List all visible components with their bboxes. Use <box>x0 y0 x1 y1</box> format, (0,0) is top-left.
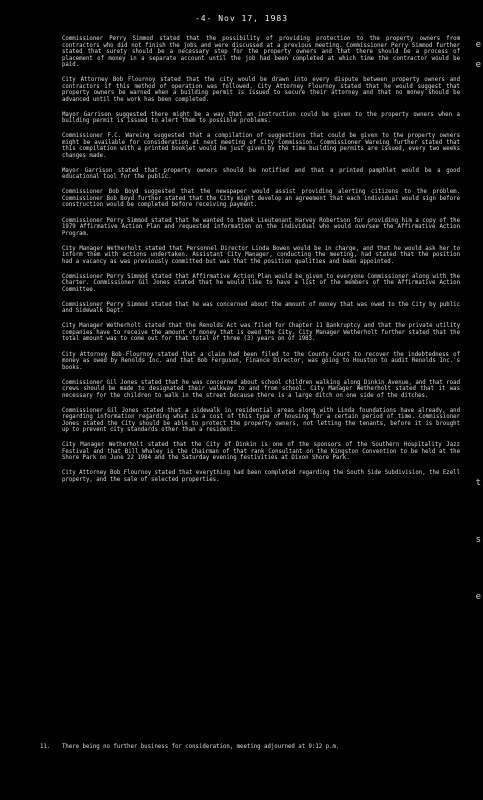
paragraph: City Attorney Bob Flournoy stated that the city would be drawn into every dispute between property owners and contractors if this method of operation was followed. City Attorney Flournoy stated that he would suggest that property owners be warned when a building permit is issued to secure their attorney and that no money should be advanced until the work has been completed. <box>62 77 460 103</box>
page-header: -4- Nov 17, 1983 <box>194 14 289 23</box>
item-number: 11. <box>40 744 51 750</box>
paragraph: City Manager Wetherholt stated that Personnel Director Linda Bowen would be in charge, and that he would ask her to inform them with actions undertaken. Assistant City Manager, conducting the meeting, had stated that the position had a vacancy as was previously committed but was that the position qualities and been appointed. <box>62 245 460 265</box>
paragraph: City Manager Wetherholt stated that the Renolds Act was filed for Chapter 11 Bankruptcy and that the private utility companies have to receive the amount of money that is owed the City. City Manager Wetherholt further stated that the total amount was to come out for that total of three (3) years on of 1983. <box>62 323 460 343</box>
item-text: There being no further business for consideration, meeting adjourned at 9:12 p.m. <box>62 744 340 750</box>
margin-mark: e <box>475 592 481 602</box>
minutes-body <box>62 36 460 492</box>
paragraph: Commissioner F.C. Wareing suggested that a compilation of suggestions that could be given to the property owners might be available for consideration at next meeting of City Commission. Commissioner Wareing further stated that this compilation with a printed booklet would be just given by the time building permits are issued, every two weeks changes made. <box>62 133 460 159</box>
paragraph: Commissioner Perry Simmod stated that Affirmative Action Plan would be given to everyone Commissioner along with the Charter. Commissioner Gil Jones stated that he would like to have a list of the members of the Affirmative Action Committee. <box>62 273 460 293</box>
paragraph: City Attorney Bob Flournoy stated that a claim had been filed to the County Court to recover the indebtedness of money as owed by Renolds Inc. and that Bob Ferguson, Finance Director, was going to Houston to audit Renolds Inc.'s books. <box>62 351 460 371</box>
paragraph: Commissioner Perry Simmod stated that he was concerned about the amount of money that was owed to the City by public and Sidewalk Dept. <box>62 301 460 315</box>
closing-item <box>40 744 470 751</box>
margin-mark: e <box>475 40 481 50</box>
paragraph: City Manager Wetherholt stated that the City of Dinkin is one of the sponsors of the Southern Hospitality Jazz Festival and that Bill Whaley is the Chairman of that rank Consultant on the Kingston Convention to be held at the Shore Park on June 22 1984 and the Saturday evening festivities at Dixon Shore Park. <box>62 442 460 462</box>
paragraph: Mayor Garrison suggested there might be a way that an instruction could be given to the property owners when a building permit is issued to alert them to possible problems. <box>62 111 460 125</box>
margin-mark: t <box>475 478 481 488</box>
paragraph: Commissioner Gil Jones stated that a sidewalk in residential areas along with Linda foundations have already, and regarding information regarding what is a cost of this type of housing for a certain period of time. Commissioner Jones stated the City should be able to protect the property owners, not letting the tenants, before it is brought up to prevent city standards other than a resident. <box>62 407 460 434</box>
paragraph: Commissioner Perry Simmod stated that the possibility of providing protection to the property owners from contractors who did not finish the jobs and were discussed at a previous meeting. Commissioner Perry Simmod further stated that surety should be a necessary step for the property owners and that there should be a process of placement of money in a separate account until the job had been completed at which time the contractor would be paid. <box>62 36 460 68</box>
paragraph: Commissioner Gil Jones stated that he was concerned about school children walking along Dinkin Avenue, and that road crews should be made to designated their walkway to and from school. City Manager Wetherholt stated that it was necessary for the children to walk in the street because there is a large ditch on one side of the ditches. <box>62 379 460 399</box>
paragraph: Mayor Garrison stated that property owners should be notified and that a printed pamphlet would be a good educational tool for the public. <box>62 167 460 181</box>
paragraph: Commissioner Perry Simmod stated that he wanted to thank Lieutenant Harvey Robertson for providing him a copy of the 1979 Affirmative Action Plan and requested information on the individual who would oversee the Affirmative Action Program. <box>62 217 460 237</box>
margin-mark: s <box>475 535 481 545</box>
paragraph: City Attorney Bob Flournoy stated that everything had been completed regarding the South Side Subdivision, the Ezell property, and the sale of selected properties. <box>62 470 460 483</box>
paragraph: Commissioner Bob Boyd suggested that the newspaper would assist providing alerting citizens to the problem. Commissioner Bob Boyd further stated that the City might develop an agreement that each individual would sign before construction would be completed before receiving payment. <box>62 189 460 209</box>
margin-mark: e <box>475 60 481 70</box>
